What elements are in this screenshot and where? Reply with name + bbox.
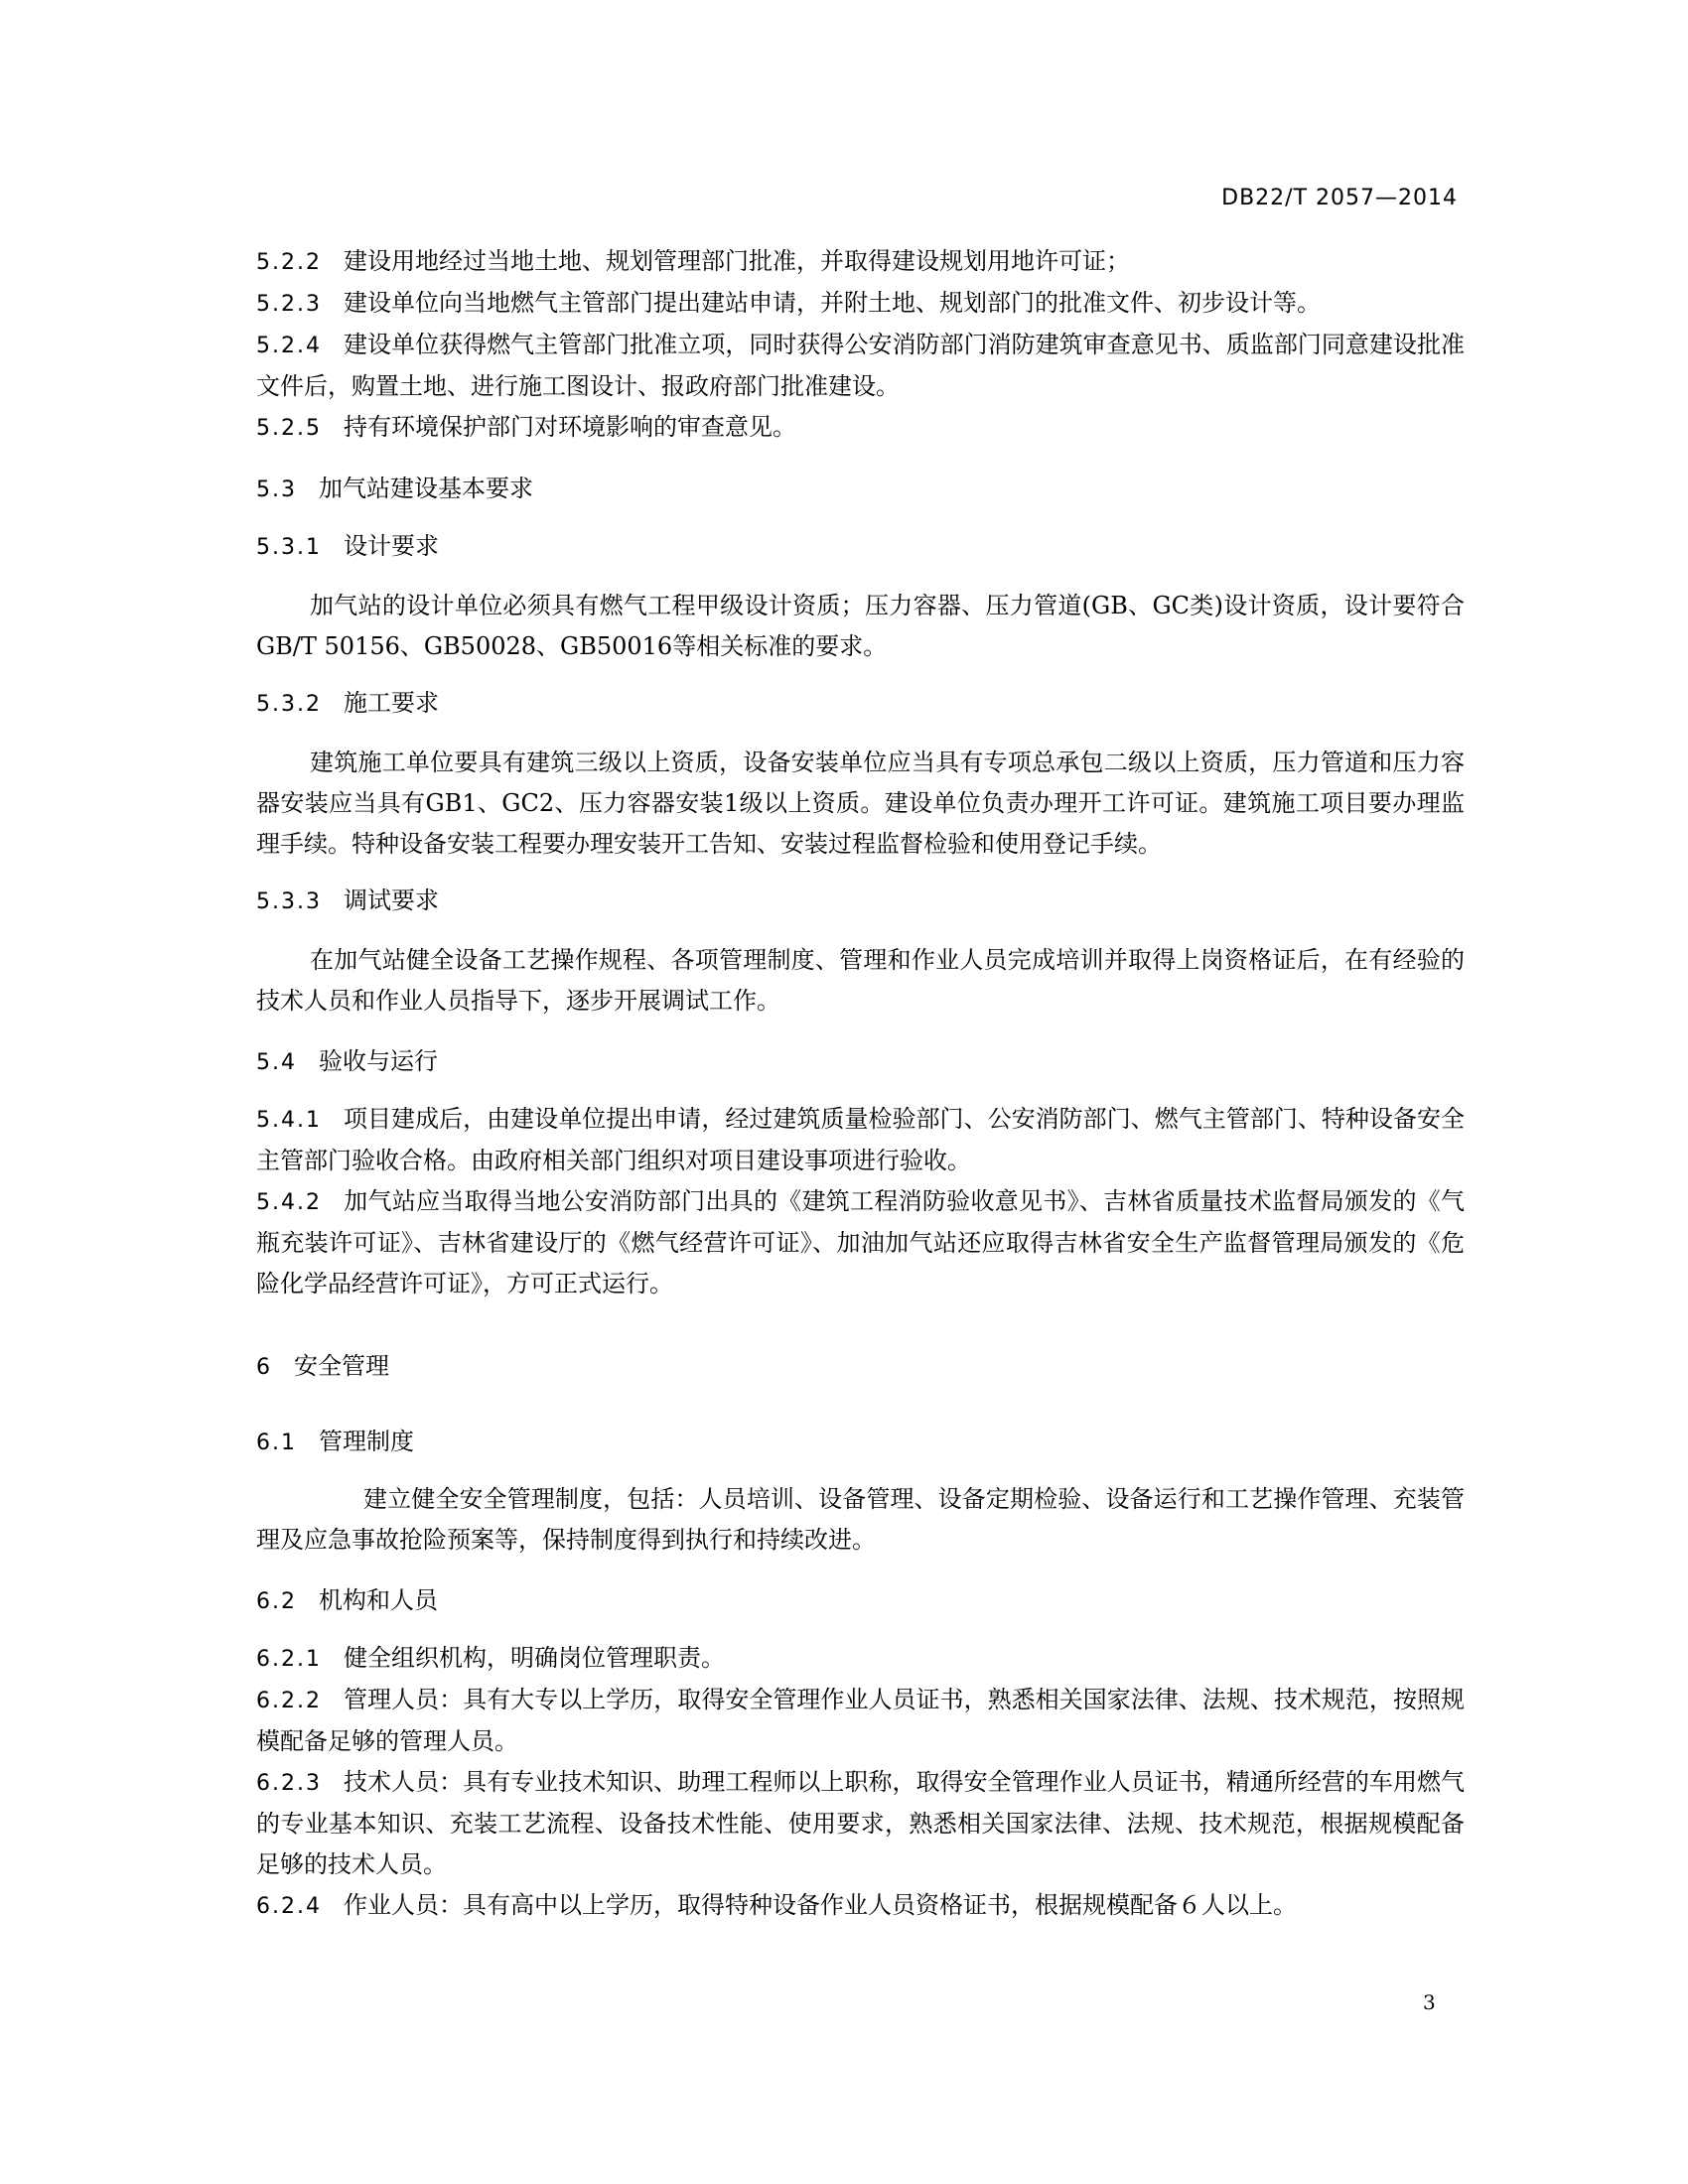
clause-item: [256, 1680, 1465, 1762]
clause-text: 加气站建设基本要求: [319, 475, 533, 502]
clause-text: 验收与运行: [319, 1047, 438, 1075]
clause-text: 技术人员：具有专业技术知识、助理工程师以上职称，取得安全管理作业人员证书，精通所经营的车用燃气的专业基本知识、充装工艺流程、设备技术性能、使用要求，熟悉相关国家法律、法规、技术规范，根据规模配备足够的技术人员。: [256, 1768, 1465, 1878]
clause-item: [256, 241, 1465, 283]
clause-number: 5.4.1: [256, 1108, 322, 1133]
clause-number: 6.2.2: [256, 1689, 322, 1713]
clause-text: 持有环境保护部门对环境影响的审查意见。: [343, 413, 796, 441]
clause-number: 5.3.2: [256, 692, 322, 717]
clause-text: 管理人员：具有大专以上学历，取得安全管理作业人员证书，熟悉相关国家法律、法规、技术规范，按照规模配备足够的管理人员。: [256, 1686, 1465, 1755]
body-paragraph: [256, 586, 1465, 667]
section-heading: [256, 1580, 1465, 1622]
section-heading: [256, 1041, 1465, 1083]
clause-item: [256, 1762, 1465, 1885]
page-number: 3: [1423, 1990, 1436, 2014]
clause-text: 机构和人员: [319, 1586, 438, 1614]
clause-number: 5.4.2: [256, 1190, 322, 1215]
chapter-heading: [256, 1346, 1465, 1388]
clause-number: 6.2: [256, 1589, 297, 1614]
clause-number: 5.2.2: [256, 250, 322, 275]
document-body: [256, 241, 1465, 1927]
clause-text: 施工要求: [343, 689, 439, 717]
clause-item: [256, 1181, 1465, 1304]
clause-text: 建设单位向当地燃气主管部门提出建站申请，并附土地、规划部门的批准文件、初步设计等。: [343, 289, 1321, 317]
clause-text: 建筑施工单位要具有建筑三级以上资质，设备安装单位应当具有专项总承包二级以上资质，压力管道和压力容器安装应当具有GB1、GC2、压力容器安装1级以上资质。建设单位负责办理开工许可证。建筑施工项目要办理监理手续。特种设备安装工程要办理安装开工告知、安装过程监督检验和使用登记手续。: [256, 749, 1465, 858]
clause-text: 健全组织机构，明确岗位管理职责。: [343, 1644, 725, 1672]
clause-number: 6.2.3: [256, 1771, 322, 1796]
clause-text: 建设用地经过当地土地、规划管理部门批准，并取得建设规划用地许可证；: [343, 247, 1130, 275]
clause-text: 安全管理: [294, 1352, 389, 1380]
body-paragraph: [256, 743, 1465, 865]
clause-text: 加气站应当取得当地公安消防部门出具的《建筑工程消防验收意见书》、吉林省质量技术监督局颁发的《气瓶充装许可证》、吉林省建设厅的《燃气经营许可证》、加油加气站还应取得吉林省安全生产监督管理局颁发的《危险化学品经营许可证》，方可正式运行。: [256, 1187, 1465, 1297]
clause-number: 5.4: [256, 1050, 297, 1075]
clause-item: [256, 1885, 1465, 1927]
clause-item: [256, 407, 1465, 449]
clause-number: 6: [256, 1355, 272, 1380]
clause-text: 建设单位获得燃气主管部门批准立项，同时获得公安消防部门消防建筑审查意见书、质监部门同意建设批准文件后，购置土地、进行施工图设计、报政府部门批准建设。: [256, 331, 1465, 400]
clause-text: 在加气站健全设备工艺操作规程、各项管理制度、管理和作业人员完成培训并取得上岗资格证后，在有经验的技术人员和作业人员指导下，逐步开展调试工作。: [256, 946, 1465, 1015]
clause-number: 5.2.5: [256, 416, 322, 441]
clause-text: 管理制度: [319, 1428, 414, 1455]
clause-text: 调试要求: [343, 887, 439, 914]
clause-number: 5.2.4: [256, 334, 322, 358]
clause-number: 6.2.4: [256, 1894, 322, 1919]
clause-number: 5.3.1: [256, 535, 322, 560]
body-paragraph: [256, 940, 1465, 1022]
section-heading: [256, 526, 1465, 568]
clause-text: 作业人员：具有高中以上学历，取得特种设备作业人员资格证书，根据规模配备６人以上。: [343, 1891, 1297, 1919]
clause-item: [256, 325, 1465, 407]
clause-number: 5.2.3: [256, 292, 322, 317]
clause-text: 加气站的设计单位必须具有燃气工程甲级设计资质；压力容器、压力管道(GB、GC类)设计资质，设计要符合GB/T 50156、GB50028、GB50016等相关标准的要求。: [256, 592, 1465, 660]
clause-text: 建立健全安全管理制度，包括：人员培训、设备管理、设备定期检验、设备运行和工艺操作管理、充装管理及应急事故抢险预案等，保持制度得到执行和持续改进。: [256, 1485, 1465, 1554]
body-paragraph: [256, 1479, 1465, 1561]
section-heading: [256, 1422, 1465, 1463]
clause-item: [256, 1638, 1465, 1680]
clause-number: 5.3.3: [256, 889, 322, 914]
clause-number: 5.3: [256, 478, 297, 502]
clause-text: 设计要求: [343, 532, 439, 560]
clause-text: 项目建成后，由建设单位提出申请，经过建筑质量检验部门、公安消防部门、燃气主管部门、特种设备安全主管部门验收合格。由政府相关部门组织对项目建设事项进行验收。: [256, 1105, 1465, 1174]
clause-item: [256, 1099, 1465, 1181]
standard-code: DB22/T 2057—2014: [1221, 186, 1458, 210]
section-heading: [256, 469, 1465, 510]
section-heading: [256, 881, 1465, 922]
clause-number: 6.2.1: [256, 1647, 322, 1672]
clause-number: 6.1: [256, 1431, 297, 1455]
clause-item: [256, 283, 1465, 325]
section-heading: [256, 683, 1465, 725]
